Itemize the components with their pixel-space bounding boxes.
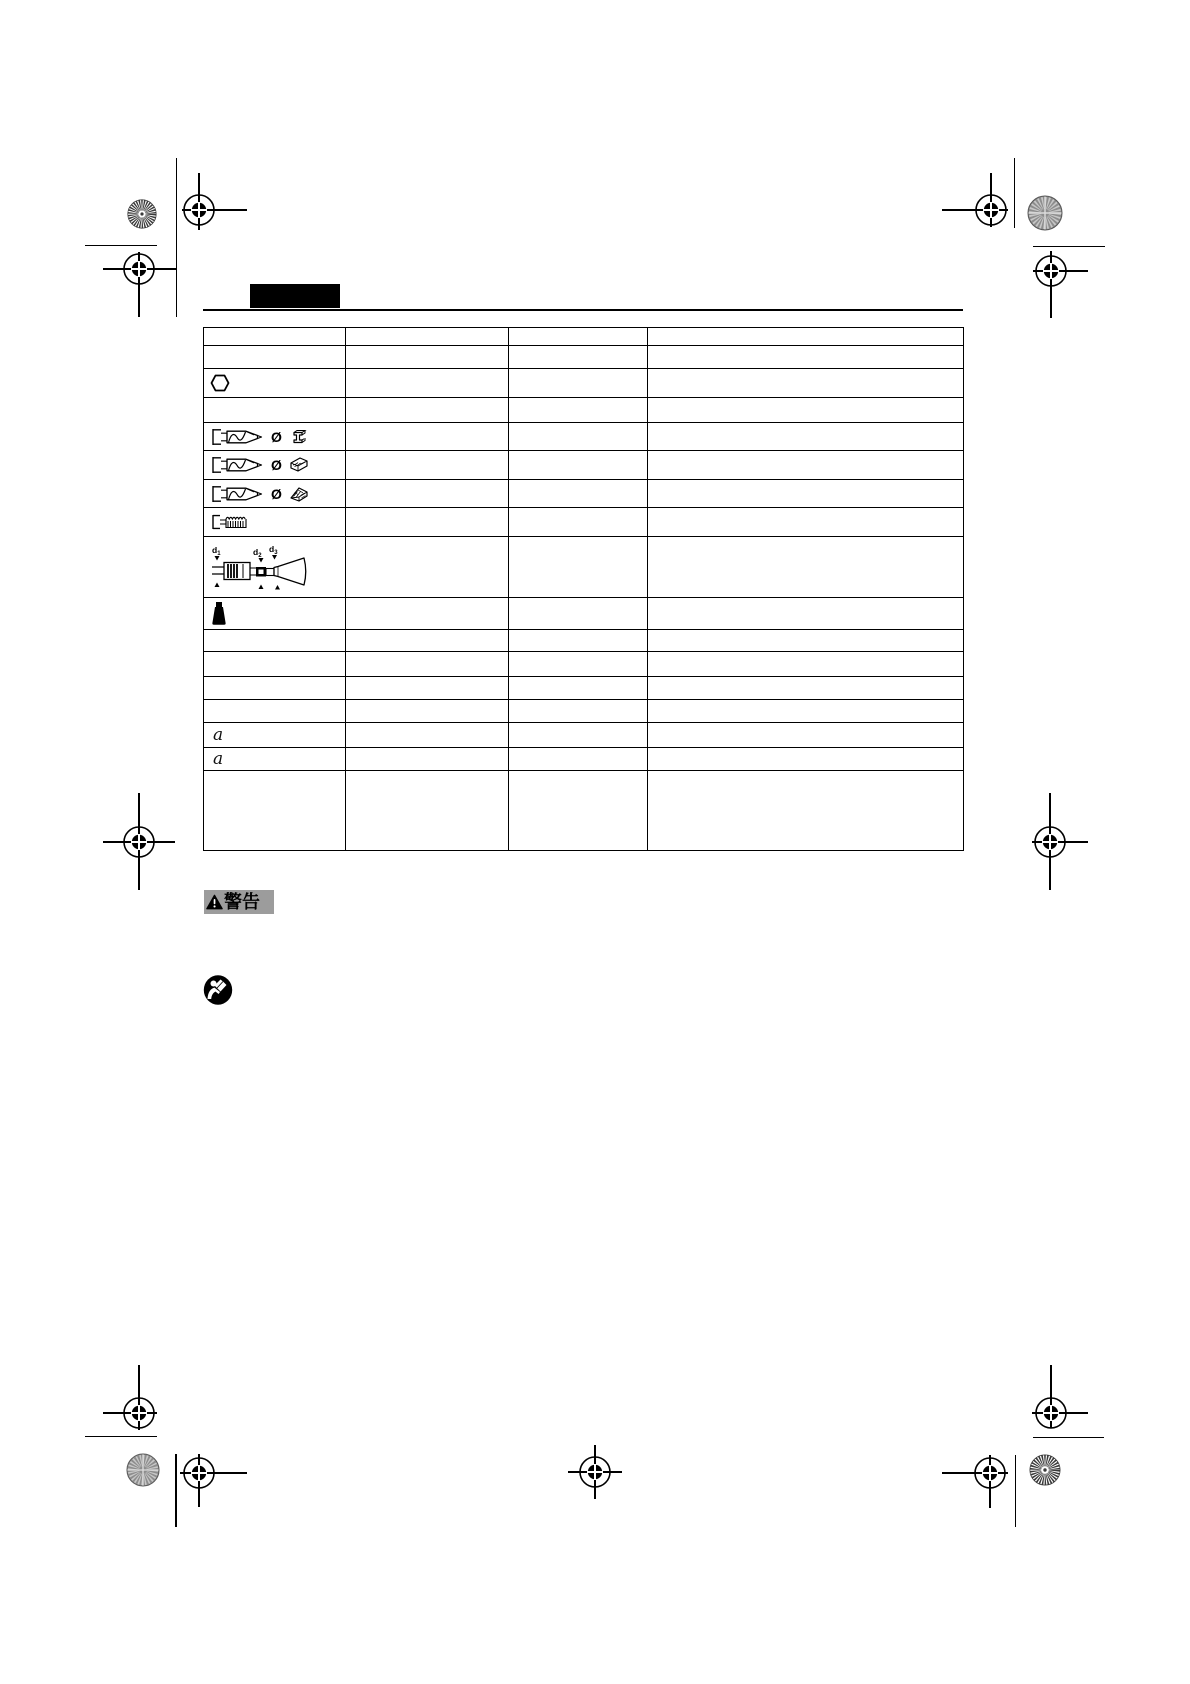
registration-crosshair-line (182, 209, 247, 211)
table-row (204, 652, 964, 677)
table-cell (509, 771, 648, 851)
warning-label: 警告 (224, 892, 260, 912)
table-cell (204, 398, 346, 423)
table-row (204, 508, 964, 537)
drill-bit-icon (210, 456, 264, 474)
table-row (204, 328, 964, 346)
spec-table-body (204, 328, 964, 851)
table-row (204, 369, 964, 398)
registration-crosshair-line (1049, 793, 1051, 890)
trim-line-top-left (176, 158, 178, 317)
trim-rule-bottom-left (85, 1436, 157, 1438)
table-row (204, 748, 964, 771)
collet-diagram-icon (210, 544, 315, 590)
table-cell (509, 398, 648, 423)
table-cell (509, 537, 648, 598)
table-cell (346, 748, 509, 771)
table-cell (648, 508, 964, 537)
variable-label: a (213, 748, 224, 769)
registration-crosshair-line (138, 793, 140, 890)
registration-mark (1033, 1395, 1069, 1431)
table-cell (346, 537, 509, 598)
table-cell (204, 598, 346, 630)
table-row (204, 723, 964, 748)
trim-rule-bottom-right (1033, 1437, 1104, 1439)
table-cell (648, 723, 964, 748)
table-cell (204, 328, 346, 346)
table-cell (509, 346, 648, 369)
table-row (204, 423, 964, 451)
weight-icon (210, 602, 228, 625)
drill-bit-icon (210, 428, 264, 446)
table-cell (204, 480, 346, 508)
table-cell (346, 723, 509, 748)
table-row (204, 398, 964, 423)
registration-crosshair-line (103, 268, 177, 270)
registration-mark (1032, 824, 1068, 860)
tap-icon (210, 514, 252, 530)
table-cell (204, 630, 346, 652)
registration-crosshair-line (1033, 270, 1088, 272)
table-row (204, 537, 964, 598)
registration-crosshair-line (568, 1471, 622, 1473)
registration-crosshair-line (1032, 1412, 1088, 1414)
registration-crosshair-line (138, 1365, 140, 1430)
table-cell (648, 630, 964, 652)
table-cell (204, 700, 346, 723)
table-cell (346, 677, 509, 700)
table-cell (204, 451, 346, 480)
table-cell (346, 630, 509, 652)
table-row (204, 451, 964, 480)
table-cell (509, 423, 648, 451)
trim-line-bottom-left (175, 1454, 177, 1527)
table-cell (204, 537, 346, 598)
table-cell (509, 700, 648, 723)
trim-rule-top-left (85, 245, 157, 247)
registration-crosshair-line (198, 173, 200, 230)
masonry-icon (289, 485, 309, 503)
table-row (204, 598, 964, 630)
table-cell (648, 423, 964, 451)
table-cell (346, 700, 509, 723)
page-header-rule (203, 309, 963, 311)
registration-crosshair-line (990, 173, 992, 227)
table-cell (648, 771, 964, 851)
table-cell (204, 748, 346, 771)
hex-ring-icon (210, 374, 230, 392)
table-cell (509, 598, 648, 630)
steel-icon (289, 428, 309, 446)
table-cell (204, 677, 346, 700)
trim-rule-top-right (1033, 246, 1105, 248)
table-cell (346, 423, 509, 451)
table-cell (648, 537, 964, 598)
registration-mark (577, 1454, 613, 1490)
registration-mark (121, 824, 157, 860)
table-cell (648, 451, 964, 480)
registration-crosshair-line (103, 841, 175, 843)
diameter-symbol: Ø (271, 457, 282, 473)
table-cell (648, 598, 964, 630)
registration-mark (181, 192, 217, 228)
table-row (204, 771, 964, 851)
diameter-symbol: Ø (271, 485, 282, 502)
table-cell (509, 748, 648, 771)
table-cell (509, 677, 648, 700)
table-cell (509, 328, 648, 346)
table-cell (346, 346, 509, 369)
table-cell (204, 771, 346, 851)
table-cell (648, 480, 964, 508)
table-cell (346, 652, 509, 677)
registration-crosshair-line (594, 1445, 596, 1499)
table-cell (204, 346, 346, 369)
table-cell (346, 398, 509, 423)
table-row (204, 700, 964, 723)
registration-crosshair-line (942, 209, 1008, 211)
table-cell (346, 328, 509, 346)
color-control-star (1027, 195, 1063, 231)
table-row (204, 346, 964, 369)
color-control-star (126, 1453, 160, 1487)
registration-crosshair-line (103, 1412, 157, 1414)
color-control-star (126, 198, 158, 230)
table-cell (509, 652, 648, 677)
registration-mark (973, 192, 1009, 228)
registration-mark (1033, 253, 1069, 289)
table-cell (346, 369, 509, 398)
registration-crosshair-line (198, 1454, 200, 1507)
table-cell (648, 398, 964, 423)
table-cell (346, 480, 509, 508)
table-cell (204, 652, 346, 677)
table-cell (346, 508, 509, 537)
registration-mark (121, 251, 157, 287)
table-cell (346, 771, 509, 851)
registration-crosshair-line (942, 1472, 1008, 1474)
registration-mark (972, 1455, 1008, 1491)
table-row (204, 677, 964, 700)
registration-mark (181, 1455, 217, 1491)
table-cell (204, 508, 346, 537)
spec-table (203, 327, 964, 851)
page-header-tab (250, 284, 340, 308)
registration-crosshair-line (989, 1455, 991, 1508)
table-row (204, 480, 964, 508)
table-cell (648, 328, 964, 346)
warning-triangle-icon (206, 894, 223, 910)
table-cell (648, 677, 964, 700)
trim-line-bottom-right (1015, 1455, 1017, 1527)
table-cell (509, 630, 648, 652)
table-cell (648, 369, 964, 398)
registration-crosshair-line (1032, 841, 1088, 843)
registration-crosshair-line (138, 252, 140, 317)
table-cell (648, 748, 964, 771)
wood-icon (289, 456, 309, 474)
registration-crosshair-line (180, 1472, 247, 1474)
trim-line-top-right (1014, 158, 1016, 228)
table-cell (204, 369, 346, 398)
registration-crosshair-line (1050, 251, 1052, 318)
color-control-star (1028, 1453, 1062, 1487)
registration-crosshair-line (1050, 1365, 1052, 1428)
table-cell (648, 700, 964, 723)
table-cell (648, 346, 964, 369)
table-cell (509, 451, 648, 480)
table-cell (346, 451, 509, 480)
table-row (204, 630, 964, 652)
registration-mark (121, 1395, 157, 1431)
table-cell (509, 508, 648, 537)
warning-badge (204, 890, 274, 914)
table-cell (204, 723, 346, 748)
table-cell (346, 598, 509, 630)
variable-label: a (213, 724, 224, 745)
table-cell (204, 423, 346, 451)
read-manual-icon (203, 975, 233, 1005)
diameter-symbol: Ø (271, 428, 282, 445)
table-cell (509, 480, 648, 508)
table-cell (509, 723, 648, 748)
drill-bit-icon (210, 485, 264, 503)
table-cell (509, 369, 648, 398)
table-cell (648, 652, 964, 677)
